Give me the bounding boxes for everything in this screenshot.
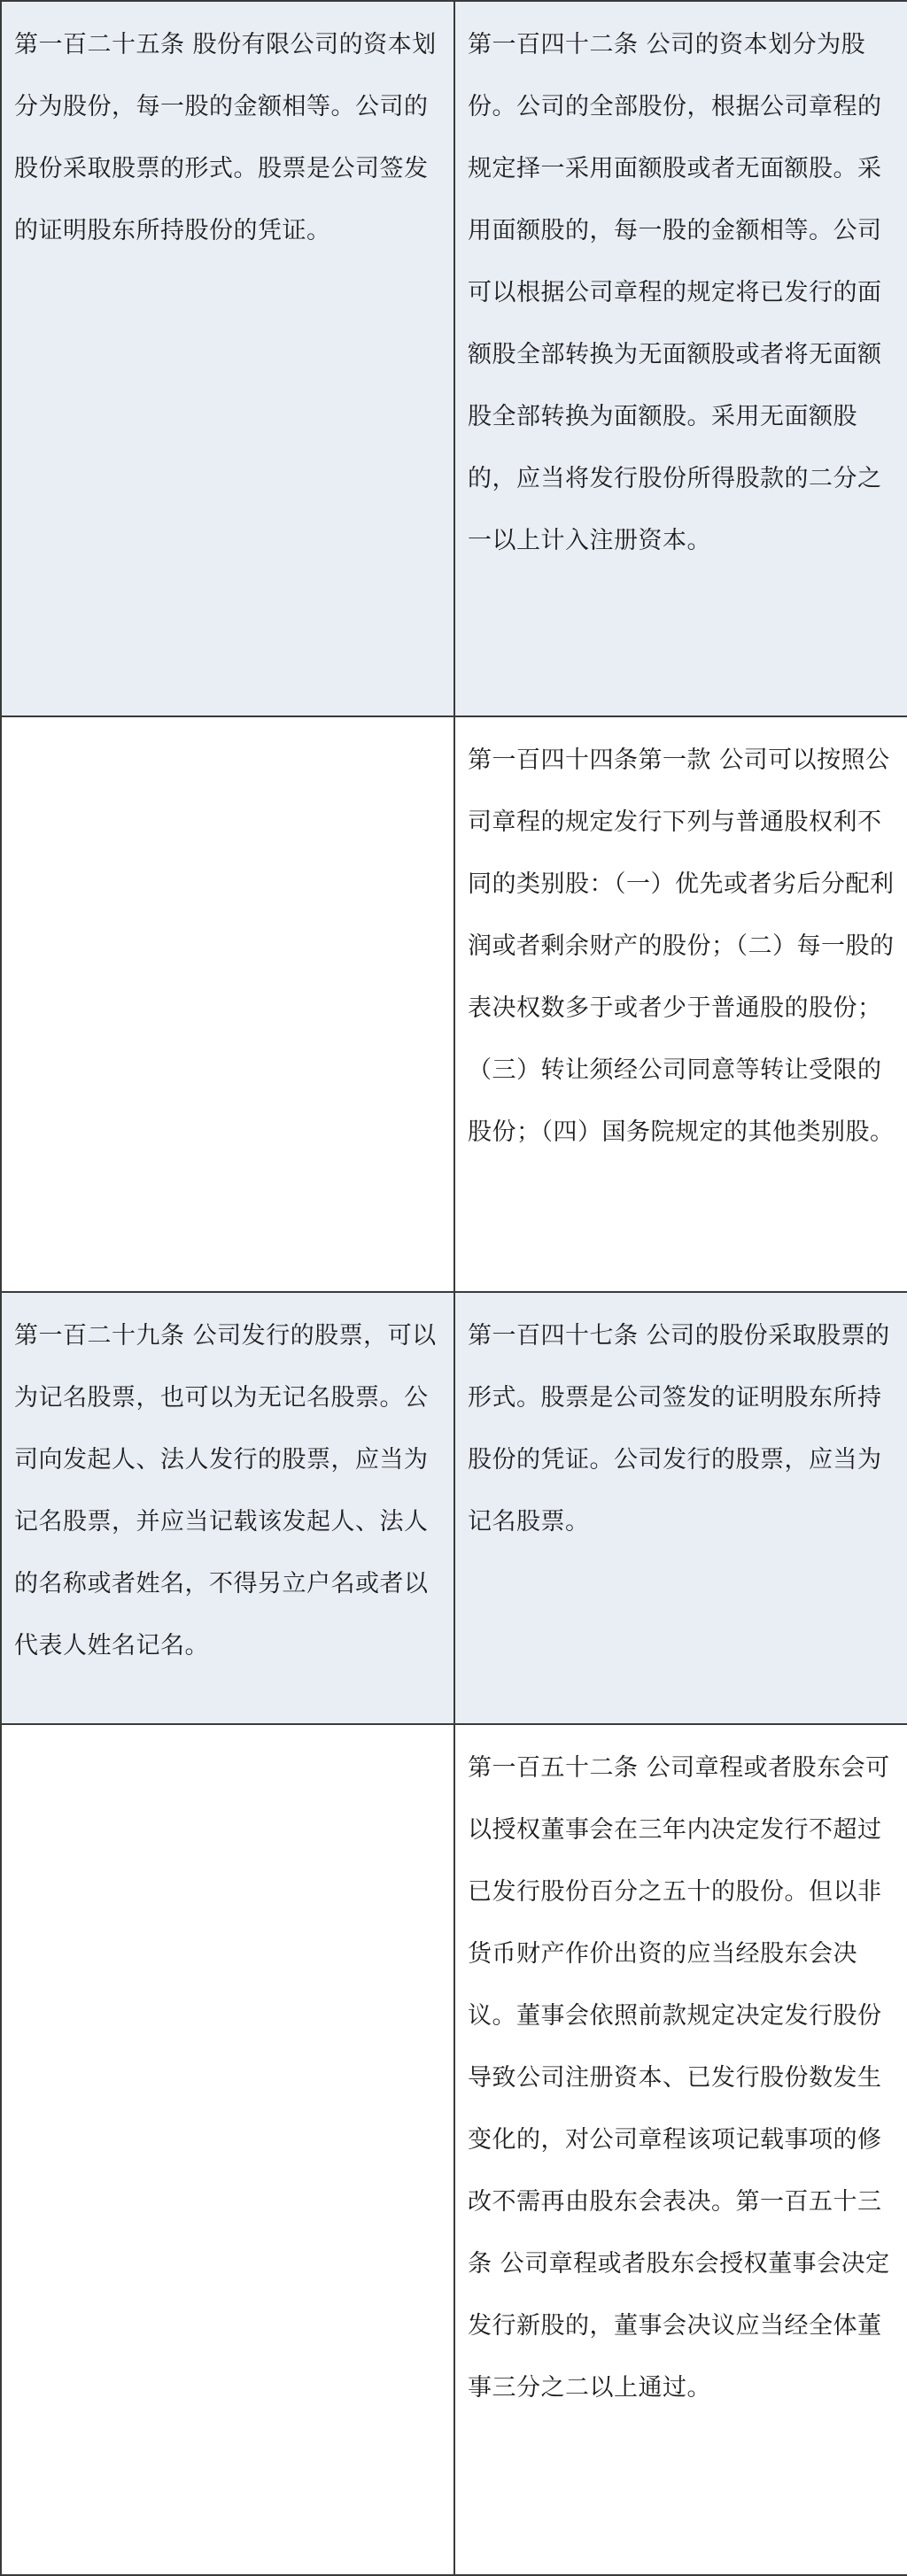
old-article-cell: 第一百二十九条 公司发行的股票，可以为记名股票，也可以为无记名股票。公司向发起人、法人发行的股票，应当为记名股票，并应当记载该发起人、法人的名称或者姓名，不得另立户名或者以代表人姓名记名。 [1, 1292, 454, 1724]
new-article-cell: 第一百四十二条 公司的资本划分为股份。公司的全部股份，根据公司章程的规定择一采用面额股或者无面额股。采用面额股的，每一股的金额相等。公司可以根据公司章程的规定将已发行的面额股全部转换为无面额股或者将无面额股全部转换为面额股。采用无面额股的，应当将发行股份所得股款的二分之一以上计入注册资本。 [454, 1, 907, 716]
table-row [1, 1724, 907, 2575]
new-article-cell: 第一百四十四条第一款 公司可以按照公司章程的规定发行下列与普通股权利不同的类别股：（一）优先或者劣后分配利润或者剩余财产的股份；（二）每一股的表决权数多于或者少于普通股的股份；（三）转让须经公司同意等转让受限的股份；（四）国务院规定的其他类别股。 [454, 716, 907, 1292]
old-article-cell [1, 716, 454, 1292]
table-row [1, 716, 907, 1292]
table-row [1, 1292, 907, 1724]
new-article-cell: 第一百五十二条 公司章程或者股东会可以授权董事会在三年内决定发行不超过已发行股份百分之五十的股份。但以非货币财产作价出资的应当经股东会决议。董事会依照前款规定决定发行股份导致公司注册资本、已发行股份数发生变化的，对公司章程该项记载事项的修改不需再由股东会表决。第一百五十三条 公司章程或者股东会授权董事会决定发行新股的，董事会决议应当经全体董事三分之二以上通过。 [454, 1724, 907, 2575]
new-article-cell: 第一百四十七条 公司的股份采取股票的形式。股票是公司签发的证明股东所持股份的凭证。公司发行的股票，应当为记名股票。 [454, 1292, 907, 1724]
table-row [1, 1, 907, 716]
old-article-cell [1, 1724, 454, 2575]
old-article-cell: 第一百二十五条 股份有限公司的资本划分为股份，每一股的金额相等。公司的股份采取股票的形式。股票是公司签发的证明股东所持股份的凭证。 [1, 1, 454, 716]
